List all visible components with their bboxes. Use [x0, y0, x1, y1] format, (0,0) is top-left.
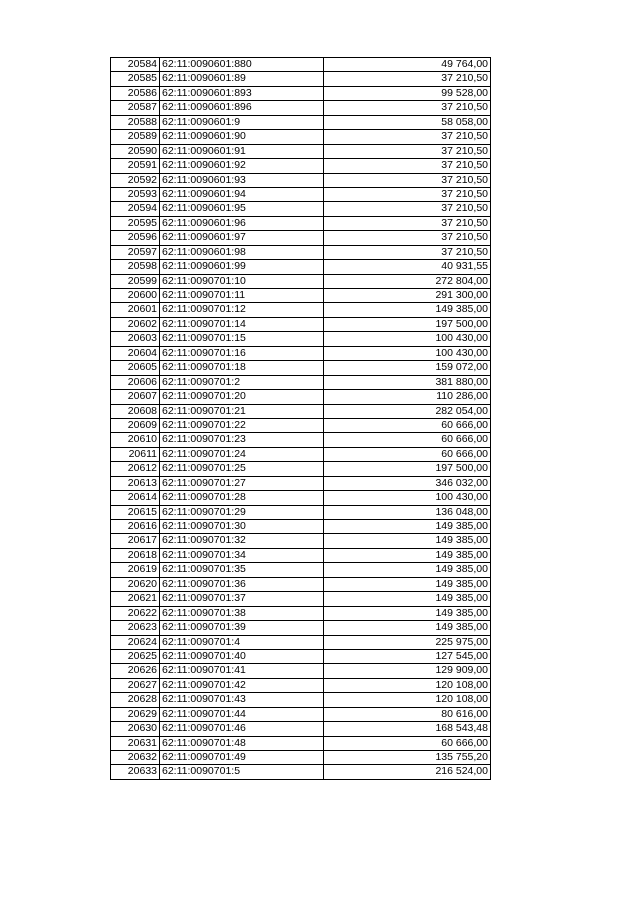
row-number-cell: 20618 [111, 548, 160, 562]
value-cell: 37 210,50 [324, 245, 491, 259]
row-number-cell: 20628 [111, 693, 160, 707]
table-row [111, 476, 491, 490]
cadastral-number-cell: 62:11:0090601:95 [160, 202, 324, 216]
row-number-cell: 20617 [111, 534, 160, 548]
value-cell: 37 210,50 [324, 130, 491, 144]
table-body [111, 58, 491, 780]
cadastral-number-cell: 62:11:0090701:16 [160, 346, 324, 360]
cadastral-number-cell: 62:11:0090701:46 [160, 722, 324, 736]
table-row [111, 606, 491, 620]
row-number-cell: 20601 [111, 303, 160, 317]
row-number-cell: 20620 [111, 577, 160, 591]
table-row [111, 678, 491, 692]
table-row [111, 159, 491, 173]
table-row [111, 361, 491, 375]
table-row [111, 418, 491, 432]
table-row [111, 130, 491, 144]
value-cell: 60 666,00 [324, 418, 491, 432]
table-row [111, 433, 491, 447]
value-cell: 60 666,00 [324, 433, 491, 447]
value-cell: 40 931,55 [324, 260, 491, 274]
cadastral-number-cell: 62:11:0090601:91 [160, 144, 324, 158]
value-cell: 291 300,00 [324, 289, 491, 303]
row-number-cell: 20607 [111, 390, 160, 404]
row-number-cell: 20598 [111, 260, 160, 274]
value-cell: 149 385,00 [324, 534, 491, 548]
cadastral-number-cell: 62:11:0090701:4 [160, 635, 324, 649]
cadastral-number-cell: 62:11:0090601:880 [160, 58, 324, 72]
table-row [111, 505, 491, 519]
row-number-cell: 20592 [111, 173, 160, 187]
table-row [111, 216, 491, 230]
value-cell: 149 385,00 [324, 548, 491, 562]
value-cell: 197 500,00 [324, 317, 491, 331]
table-row [111, 520, 491, 534]
table-row [111, 86, 491, 100]
row-number-cell: 20591 [111, 159, 160, 173]
row-number-cell: 20609 [111, 418, 160, 432]
row-number-cell: 20633 [111, 765, 160, 779]
cadastral-number-cell: 62:11:0090601:893 [160, 86, 324, 100]
cadastral-number-cell: 62:11:0090701:32 [160, 534, 324, 548]
value-cell: 381 880,00 [324, 375, 491, 389]
row-number-cell: 20611 [111, 447, 160, 461]
row-number-cell: 20619 [111, 563, 160, 577]
cadastral-number-cell: 62:11:0090701:49 [160, 751, 324, 765]
value-cell: 37 210,50 [324, 187, 491, 201]
row-number-cell: 20588 [111, 115, 160, 129]
table-row [111, 592, 491, 606]
cadastral-number-cell: 62:11:0090701:20 [160, 390, 324, 404]
cadastral-number-cell: 62:11:0090701:44 [160, 707, 324, 721]
table-row [111, 649, 491, 663]
table-row [111, 447, 491, 461]
row-number-cell: 20589 [111, 130, 160, 144]
cadastral-number-cell: 62:11:0090701:5 [160, 765, 324, 779]
table-row [111, 317, 491, 331]
table-row [111, 765, 491, 779]
cadastral-number-cell: 62:11:0090701:22 [160, 418, 324, 432]
table-row [111, 72, 491, 86]
row-number-cell: 20629 [111, 707, 160, 721]
value-cell: 282 054,00 [324, 404, 491, 418]
table-row [111, 462, 491, 476]
row-number-cell: 20613 [111, 476, 160, 490]
row-number-cell: 20597 [111, 245, 160, 259]
table-row [111, 722, 491, 736]
row-number-cell: 20612 [111, 462, 160, 476]
table-row [111, 707, 491, 721]
row-number-cell: 20602 [111, 317, 160, 331]
value-cell: 272 804,00 [324, 274, 491, 288]
table-row [111, 115, 491, 129]
cadastral-number-cell: 62:11:0090701:2 [160, 375, 324, 389]
table-row [111, 187, 491, 201]
cadastral-number-cell: 62:11:0090701:42 [160, 678, 324, 692]
table-row [111, 664, 491, 678]
row-number-cell: 20585 [111, 72, 160, 86]
value-cell: 99 528,00 [324, 86, 491, 100]
cadastral-number-cell: 62:11:0090701:21 [160, 404, 324, 418]
table-row [111, 289, 491, 303]
value-cell: 346 032,00 [324, 476, 491, 490]
table-row [111, 375, 491, 389]
cadastral-number-cell: 62:11:0090701:39 [160, 621, 324, 635]
value-cell: 129 909,00 [324, 664, 491, 678]
value-cell: 60 666,00 [324, 736, 491, 750]
value-cell: 149 385,00 [324, 592, 491, 606]
cadastral-number-cell: 62:11:0090701:36 [160, 577, 324, 591]
row-number-cell: 20608 [111, 404, 160, 418]
cadastral-number-cell: 62:11:0090701:29 [160, 505, 324, 519]
value-cell: 149 385,00 [324, 563, 491, 577]
value-cell: 80 616,00 [324, 707, 491, 721]
table-row [111, 202, 491, 216]
cadastral-number-cell: 62:11:0090601:896 [160, 101, 324, 115]
value-cell: 149 385,00 [324, 303, 491, 317]
value-cell: 149 385,00 [324, 606, 491, 620]
cadastral-number-cell: 62:11:0090701:48 [160, 736, 324, 750]
table-row [111, 577, 491, 591]
table-row [111, 404, 491, 418]
cadastral-number-cell: 62:11:0090701:23 [160, 433, 324, 447]
row-number-cell: 20596 [111, 231, 160, 245]
cadastral-number-cell: 62:11:0090601:98 [160, 245, 324, 259]
row-number-cell: 20626 [111, 664, 160, 678]
value-cell: 135 755,20 [324, 751, 491, 765]
row-number-cell: 20586 [111, 86, 160, 100]
row-number-cell: 20603 [111, 332, 160, 346]
value-cell: 37 210,50 [324, 159, 491, 173]
value-cell: 60 666,00 [324, 447, 491, 461]
table-row [111, 231, 491, 245]
table-row [111, 751, 491, 765]
row-number-cell: 20610 [111, 433, 160, 447]
table-row [111, 274, 491, 288]
value-cell: 100 430,00 [324, 491, 491, 505]
row-number-cell: 20604 [111, 346, 160, 360]
row-number-cell: 20595 [111, 216, 160, 230]
value-cell: 149 385,00 [324, 577, 491, 591]
row-number-cell: 20587 [111, 101, 160, 115]
row-number-cell: 20627 [111, 678, 160, 692]
table-row [111, 245, 491, 259]
table-row [111, 58, 491, 72]
table-row [111, 144, 491, 158]
cadastral-number-cell: 62:11:0090601:90 [160, 130, 324, 144]
row-number-cell: 20594 [111, 202, 160, 216]
value-cell: 197 500,00 [324, 462, 491, 476]
value-cell: 37 210,50 [324, 72, 491, 86]
cadastral-number-cell: 62:11:0090701:41 [160, 664, 324, 678]
cadastral-number-cell: 62:11:0090701:15 [160, 332, 324, 346]
row-number-cell: 20600 [111, 289, 160, 303]
row-number-cell: 20631 [111, 736, 160, 750]
value-cell: 136 048,00 [324, 505, 491, 519]
row-number-cell: 20584 [111, 58, 160, 72]
cadastral-number-cell: 62:11:0090601:99 [160, 260, 324, 274]
row-number-cell: 20623 [111, 621, 160, 635]
value-cell: 37 210,50 [324, 173, 491, 187]
value-cell: 127 545,00 [324, 649, 491, 663]
cadastral-number-cell: 62:11:0090701:40 [160, 649, 324, 663]
cadastral-number-cell: 62:11:0090601:94 [160, 187, 324, 201]
row-number-cell: 20621 [111, 592, 160, 606]
value-cell: 100 430,00 [324, 332, 491, 346]
value-cell: 225 975,00 [324, 635, 491, 649]
cadastral-number-cell: 62:11:0090701:12 [160, 303, 324, 317]
value-cell: 120 108,00 [324, 678, 491, 692]
cadastral-number-cell: 62:11:0090701:30 [160, 520, 324, 534]
row-number-cell: 20590 [111, 144, 160, 158]
table-row [111, 346, 491, 360]
row-number-cell: 20606 [111, 375, 160, 389]
cadastral-number-cell: 62:11:0090701:38 [160, 606, 324, 620]
table-row [111, 101, 491, 115]
cadastral-number-cell: 62:11:0090701:14 [160, 317, 324, 331]
cadastral-number-cell: 62:11:0090601:9 [160, 115, 324, 129]
cadastral-number-cell: 62:11:0090601:93 [160, 173, 324, 187]
value-cell: 216 524,00 [324, 765, 491, 779]
value-cell: 37 210,50 [324, 101, 491, 115]
row-number-cell: 20593 [111, 187, 160, 201]
cadastral-number-cell: 62:11:0090701:28 [160, 491, 324, 505]
row-number-cell: 20599 [111, 274, 160, 288]
cadastral-number-cell: 62:11:0090601:96 [160, 216, 324, 230]
table-row [111, 260, 491, 274]
value-cell: 168 543,48 [324, 722, 491, 736]
value-cell: 149 385,00 [324, 520, 491, 534]
table-row [111, 332, 491, 346]
table-row [111, 534, 491, 548]
value-cell: 37 210,50 [324, 144, 491, 158]
cadastral-number-cell: 62:11:0090701:37 [160, 592, 324, 606]
row-number-cell: 20614 [111, 491, 160, 505]
cadastral-number-cell: 62:11:0090701:18 [160, 361, 324, 375]
value-cell: 110 286,00 [324, 390, 491, 404]
cadastral-number-cell: 62:11:0090701:25 [160, 462, 324, 476]
cadastral-number-cell: 62:11:0090701:10 [160, 274, 324, 288]
value-cell: 37 210,50 [324, 202, 491, 216]
row-number-cell: 20605 [111, 361, 160, 375]
cadastral-number-cell: 62:11:0090701:43 [160, 693, 324, 707]
row-number-cell: 20615 [111, 505, 160, 519]
table-row [111, 736, 491, 750]
value-cell: 120 108,00 [324, 693, 491, 707]
value-cell: 37 210,50 [324, 216, 491, 230]
value-cell: 100 430,00 [324, 346, 491, 360]
table-row [111, 491, 491, 505]
value-cell: 49 764,00 [324, 58, 491, 72]
table-row [111, 303, 491, 317]
table-row [111, 173, 491, 187]
table-row [111, 390, 491, 404]
value-cell: 58 058,00 [324, 115, 491, 129]
table-row [111, 563, 491, 577]
row-number-cell: 20632 [111, 751, 160, 765]
cadastral-value-table [110, 57, 491, 780]
row-number-cell: 20624 [111, 635, 160, 649]
value-cell: 149 385,00 [324, 621, 491, 635]
cadastral-number-cell: 62:11:0090701:11 [160, 289, 324, 303]
table-row [111, 693, 491, 707]
cadastral-number-cell: 62:11:0090701:27 [160, 476, 324, 490]
value-cell: 37 210,50 [324, 231, 491, 245]
row-number-cell: 20622 [111, 606, 160, 620]
row-number-cell: 20616 [111, 520, 160, 534]
cadastral-number-cell: 62:11:0090601:89 [160, 72, 324, 86]
table-row [111, 635, 491, 649]
row-number-cell: 20630 [111, 722, 160, 736]
cadastral-number-cell: 62:11:0090701:34 [160, 548, 324, 562]
cadastral-number-cell: 62:11:0090701:24 [160, 447, 324, 461]
table-row [111, 621, 491, 635]
cadastral-number-cell: 62:11:0090701:35 [160, 563, 324, 577]
row-number-cell: 20625 [111, 649, 160, 663]
value-cell: 159 072,00 [324, 361, 491, 375]
cadastral-number-cell: 62:11:0090601:97 [160, 231, 324, 245]
cadastral-number-cell: 62:11:0090601:92 [160, 159, 324, 173]
table-row [111, 548, 491, 562]
